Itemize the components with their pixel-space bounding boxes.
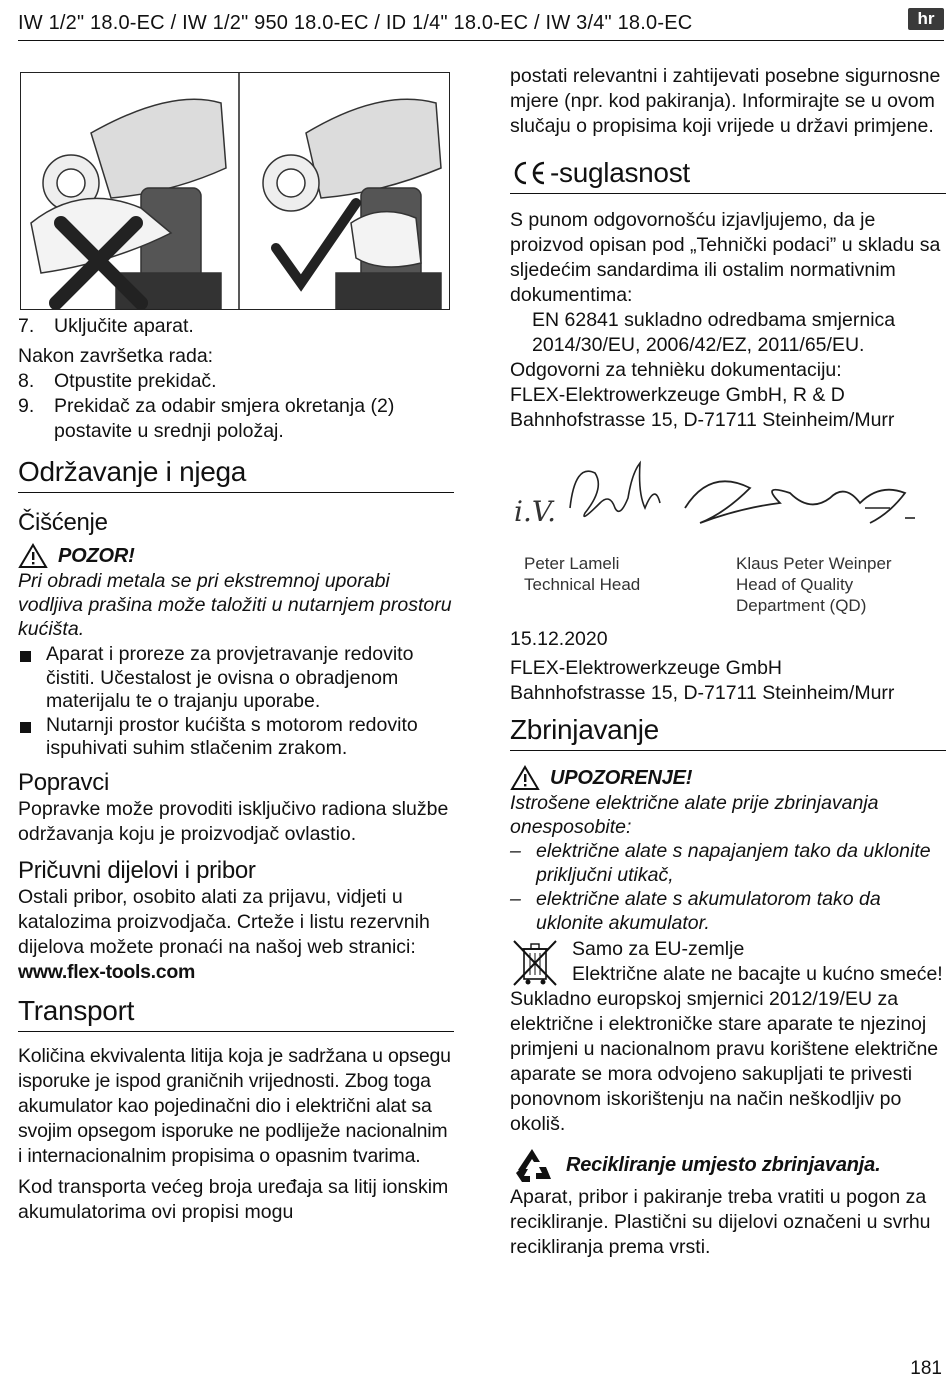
caution-label: POZOR! xyxy=(58,544,135,567)
transport-paragraph-1: Količina ekvivalenta litija koja je sadržana u opsegu isporuke je ispod graničnih vrijednosti. Zbog toga akumulator kao pojedinačni dio i električni alat sa svojim opsegom isporuke ne podliježe nacionalnim i internacionalnim propisima o opasnim tvarima. xyxy=(18,1044,451,1167)
left-column xyxy=(18,62,454,1225)
wrong-right-grip-illustration xyxy=(21,73,449,309)
step-7 xyxy=(18,314,454,339)
model-list-title: IW 1/2" 18.0-EC / IW 1/2" 950 18.0-EC / ID 1/4" 18.0-EC / IW 3/4" 18.0-EC xyxy=(18,12,693,34)
step-9 xyxy=(18,394,454,444)
step-text: Uključite aparat. xyxy=(54,315,194,337)
bullet-text: Nutarnji prostor kućišta s motorom redovito ispuhivati suhim stlačenim zrakom. xyxy=(46,713,418,759)
warning-triangle-icon xyxy=(510,765,540,791)
ce-standards: EN 62841 sukladno odredbama smjernica 2014/30/EU, 2006/42/EZ, 2011/65/EU. xyxy=(532,309,896,356)
transport-continued: postati relevantni i zahtijevati posebne sigurnosne mjere (npr. kod pakiranja). Informirajte se u ovom slučaju o propisima koji vrijede u državi primjene. xyxy=(510,65,941,137)
company-address: Bahnhofstrasse 15, D-71711 Steinheim/Murr xyxy=(510,682,895,704)
spares-text xyxy=(18,885,454,985)
spares-body: Ostali pribor, osobito alati za prijavu, vidjeti u katalozima proizvodjača. Crteže i listu rezervnih dijelova možete pronaći na našoj web stranici: xyxy=(18,885,430,958)
website-link[interactable]: www.flex-tools.com xyxy=(18,960,195,983)
handwritten-signatures xyxy=(510,453,940,543)
signer-2-department: Department (QD) xyxy=(736,596,867,615)
warning-header xyxy=(510,765,946,791)
step-text: Prekidač za odabir smjera okretanja (2) postavite u srednji položaj. xyxy=(54,395,395,442)
company-name: FLEX-Elektrowerkzeuge GmbH xyxy=(510,657,783,679)
signer-1-name: Peter Lameli xyxy=(524,554,620,573)
ce-address-line-1: FLEX-Elektrowerkzeuge GmbH, R & D xyxy=(510,384,845,406)
recycling-icon xyxy=(510,1145,554,1185)
signer-2-role: Head of Quality xyxy=(736,575,854,594)
declaration-date: 15.12.2020 xyxy=(510,628,608,650)
signer-1-role: Technical Head xyxy=(524,575,641,594)
signer-1 xyxy=(524,553,640,595)
cleaning-bullet xyxy=(18,714,454,761)
crossed-bin-icon xyxy=(510,937,562,987)
signer-2 xyxy=(736,553,892,616)
weee-notice xyxy=(510,937,946,987)
step-number: 9. xyxy=(18,395,35,417)
recycling-title: Recikliranje umjesto zbrinjavanja. xyxy=(566,1153,881,1176)
dash-text: električne alate s akumulatorom tako da uklonite akumulator. xyxy=(536,888,881,934)
ce-statement: S punom odgovornošću izjavljujemo, da je proizvod opisan pod „Tehnički podaci” u skladu sa sljedećim sandardima ili ostalim normativnim dokumentima: xyxy=(510,209,941,306)
signer-2-name: Klaus Peter Weinper xyxy=(736,554,892,573)
recycling-text: Aparat, pribor i pakiranje treba vratiti u pogon za recikliranje. Plastični su dijelovi označeni u svrhu recikliranja prema vrsti. xyxy=(510,1186,931,1258)
recycling-header xyxy=(510,1145,946,1185)
ce-heading xyxy=(510,157,946,194)
ce-heading-text: -suglasnost xyxy=(550,157,690,188)
transport-heading: Transport xyxy=(18,995,454,1032)
after-work-label: Nakon završetka rada: xyxy=(18,345,214,367)
dash-marker: – xyxy=(510,840,521,862)
weee-directive-text: Sukladno europskoj smjernici 2012/19/EU za električne i elektroničke stare aparate te njezinoj primjeni u nacionalnom pravu korištene električne aparate se mora odvojeno sakupljati te privesti ponovnom iskorištenju na način neškodljiv po okoliš. xyxy=(510,988,939,1135)
ce-address-line-2: Bahnhofstrasse 15, D-71711 Steinheim/Murr xyxy=(510,409,895,431)
step-number: 8. xyxy=(18,370,35,392)
transport-paragraph-2: Kod transporta većeg broja uređaja sa litij ionskim akumulatorima ovi propisi mogu xyxy=(18,1175,449,1223)
repairs-text: Popravke može provoditi isključivo radiona službe održavanja koju je proizvodjač ovlastio. xyxy=(18,797,449,845)
maintenance-heading: Održavanje i njega xyxy=(18,456,454,493)
cleaning-heading: Čišćenje xyxy=(18,509,108,536)
page-header xyxy=(18,8,944,41)
bullet-square-icon xyxy=(18,714,46,761)
step-8 xyxy=(18,369,454,394)
signature-block xyxy=(510,453,946,613)
ce-responsible: Odgovorni za tehnièku dokumentaciju: xyxy=(510,359,842,381)
warning-dash-item xyxy=(510,839,946,887)
ce-logo xyxy=(510,160,550,186)
step-number: 7. xyxy=(18,315,35,337)
caution-text: Pri obradi metala se pri ekstremnoj uporabi vodljiva prašina može taložiti u nutarnjem prostoru kućišta. xyxy=(18,570,452,640)
no-household-waste-text: Električne alate ne bacajte u kućno smeće! xyxy=(572,963,943,985)
dash-text: električne alate s napajanjem tako da uklonite priključni utikač, xyxy=(536,840,931,886)
step-text: Otpustite prekidač. xyxy=(54,370,217,392)
usage-illustration xyxy=(20,72,450,310)
bullet-square-icon xyxy=(18,643,46,714)
bullet-text: Aparat i proreze za provjetravanje redovito čistiti. Učestalost je ovisna o obradjenom materijalu te o trajanju uporabe. xyxy=(46,643,414,712)
warning-text: Istrošene električne alate prije zbrinjavanja onesposobite: xyxy=(510,792,879,838)
spares-heading: Pričuvni dijelovi i pribor xyxy=(18,856,256,884)
dash-marker: – xyxy=(510,888,521,910)
warning-triangle-icon xyxy=(18,543,48,569)
repairs-heading: Popravci xyxy=(18,768,109,796)
language-badge: hr xyxy=(908,8,944,30)
warning-dash-item xyxy=(510,887,946,935)
cleaning-bullet xyxy=(18,643,454,714)
caution-header xyxy=(18,543,454,569)
page-number: 181 xyxy=(910,1358,942,1379)
right-column xyxy=(510,64,946,1260)
eu-only-text: Samo za EU-zemlje xyxy=(572,938,745,960)
ce-mark-icon xyxy=(510,160,550,186)
disposal-heading: Zbrinjavanje xyxy=(510,714,946,751)
warning-label: UPOZORENJE! xyxy=(550,766,693,789)
signature-iv: i.V. xyxy=(514,495,557,528)
